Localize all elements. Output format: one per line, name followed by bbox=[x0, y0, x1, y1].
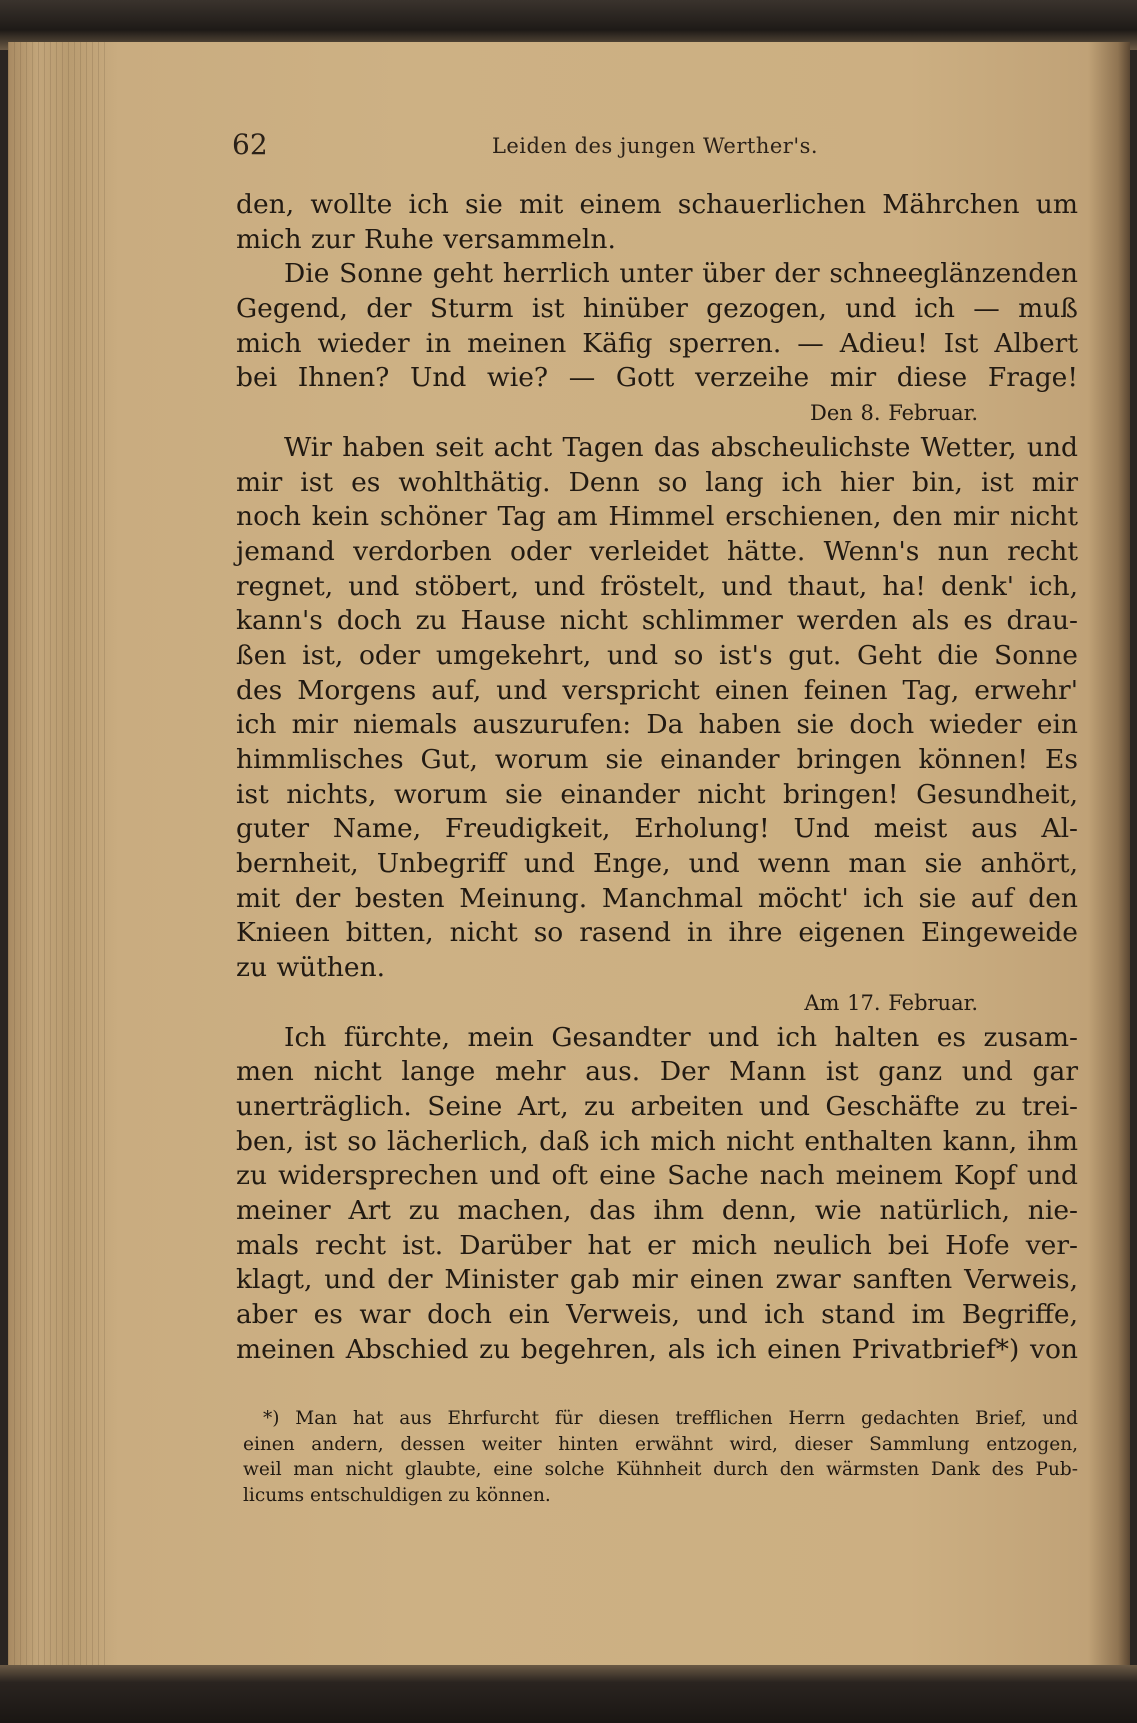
text-line: guter Name, Freudigkeit, Erholung! Und meist aus Al- bbox=[236, 813, 1078, 845]
book-bottom-edge bbox=[0, 1665, 1137, 1723]
text-line: den, wollte ich sie mit einem schauerlichen Mährchen um bbox=[236, 189, 1078, 220]
text-line: Gegend, der Sturm ist hinüber gezogen, und ich — muß bbox=[236, 293, 1078, 325]
page-stack-edge bbox=[8, 42, 108, 1672]
letter-date: Den 8. Februar. bbox=[810, 401, 978, 426]
letter-date: Am 17. Februar. bbox=[804, 990, 978, 1015]
running-title: Leiden des jungen Werther's. bbox=[491, 134, 819, 158]
text-line: mit der besten Meinung. Manchmal möcht' ich sie auf den bbox=[236, 882, 1078, 914]
text-line: meinen Abschied zu begehren, als ich einen Privatbrief*) von bbox=[236, 1333, 1078, 1365]
footnote bbox=[243, 1406, 1078, 1508]
text-line: Wir haben seit acht Tagen das abscheulichste Wetter, und bbox=[284, 431, 1078, 463]
text-line: ich mir niemals auszurufen: Da haben sie doch wieder ein bbox=[236, 709, 1078, 741]
page-number: 62 bbox=[232, 128, 268, 161]
text-line: himmlisches Gut, worum sie einander bringen können! Es bbox=[236, 744, 1078, 775]
text-line: ben, ist so lächerlich, daß ich mich nicht enthalten kann, ihm bbox=[236, 1125, 1078, 1157]
text-line: Die Sonne geht herrlich unter über der schneeglänzenden bbox=[284, 258, 1078, 290]
body-text bbox=[236, 188, 1078, 1367]
page-header bbox=[232, 128, 1078, 168]
text-line: mir ist es wohlthätig. Denn so lang ich hier bin, ist mir bbox=[236, 466, 1078, 498]
footnote-line: einen andern, dessen weiter hinten erwähnt wird, dieser Sammlung entzogen, bbox=[243, 1433, 1078, 1455]
text-line: mich zur Ruhe versammeln. bbox=[236, 223, 616, 255]
text-line: ßen ist, oder umgekehrt, und so ist's gut. Geht die Sonne bbox=[236, 639, 1078, 671]
text-line: bernheit, Unbegriff und Enge, und wenn man sie anhört, bbox=[236, 848, 1078, 880]
text-line: kann's doch zu Hause nicht schlimmer werden als es drau- bbox=[236, 605, 1078, 637]
text-line: unerträglich. Seine Art, zu arbeiten und Geschäfte zu trei- bbox=[236, 1090, 1078, 1122]
text-line: jemand verdorben oder verleidet hätte. Wenn's nun recht bbox=[236, 535, 1078, 567]
text-line: regnet, und stöbert, und fröstelt, und thaut, ha! denk' ich, bbox=[236, 570, 1078, 602]
text-line: zu wüthen. bbox=[236, 952, 386, 984]
footnote-line: weil man nicht glaubte, eine solche Kühnheit durch den wärmsten Dank des Pub- bbox=[243, 1459, 1078, 1480]
footnote-line: licums entschuldigen zu können. bbox=[243, 1484, 551, 1506]
text-line: aber es war doch ein Verweis, und ich stand im Begriffe, bbox=[236, 1299, 1078, 1330]
text-line: des Morgens auf, und verspricht einen feinen Tag, erwehr' bbox=[236, 674, 1078, 706]
text-line: noch kein schöner Tag am Himmel erschienen, den mir nicht bbox=[236, 501, 1078, 533]
text-line: mich wieder in meinen Käfig sperren. — Adieu! Ist Albert bbox=[236, 327, 1078, 359]
text-line: ist nichts, worum sie einander nicht bringen! Gesundheit, bbox=[236, 778, 1078, 810]
text-line: bei Ihnen? Und wie? — Gott verzeihe mir diese Frage! bbox=[236, 362, 1078, 394]
text-line: men nicht lange mehr aus. Der Mann ist ganz und gar bbox=[236, 1056, 1078, 1088]
text-line: Knieen bitten, nicht so rasend in ihre eigenen Eingeweide bbox=[236, 917, 1078, 949]
footnote-line: *) Man hat aus Ehrfurcht für diesen trefflichen Herrn gedachten Brief, und bbox=[263, 1408, 1078, 1429]
text-line: mals recht ist. Darüber hat er mich neulich bei Hofe ver- bbox=[236, 1229, 1078, 1261]
text-line: zu widersprechen und oft eine Sache nach meinem Kopf und bbox=[236, 1160, 1078, 1192]
text-line: Ich fürchte, mein Gesandter und ich halten es zusam- bbox=[284, 1021, 1078, 1053]
text-line: meiner Art zu machen, das ihm denn, wie natürlich, nie- bbox=[236, 1194, 1078, 1226]
text-line: klagt, und der Minister gab mir einen zwar sanften Verweis, bbox=[236, 1264, 1078, 1296]
